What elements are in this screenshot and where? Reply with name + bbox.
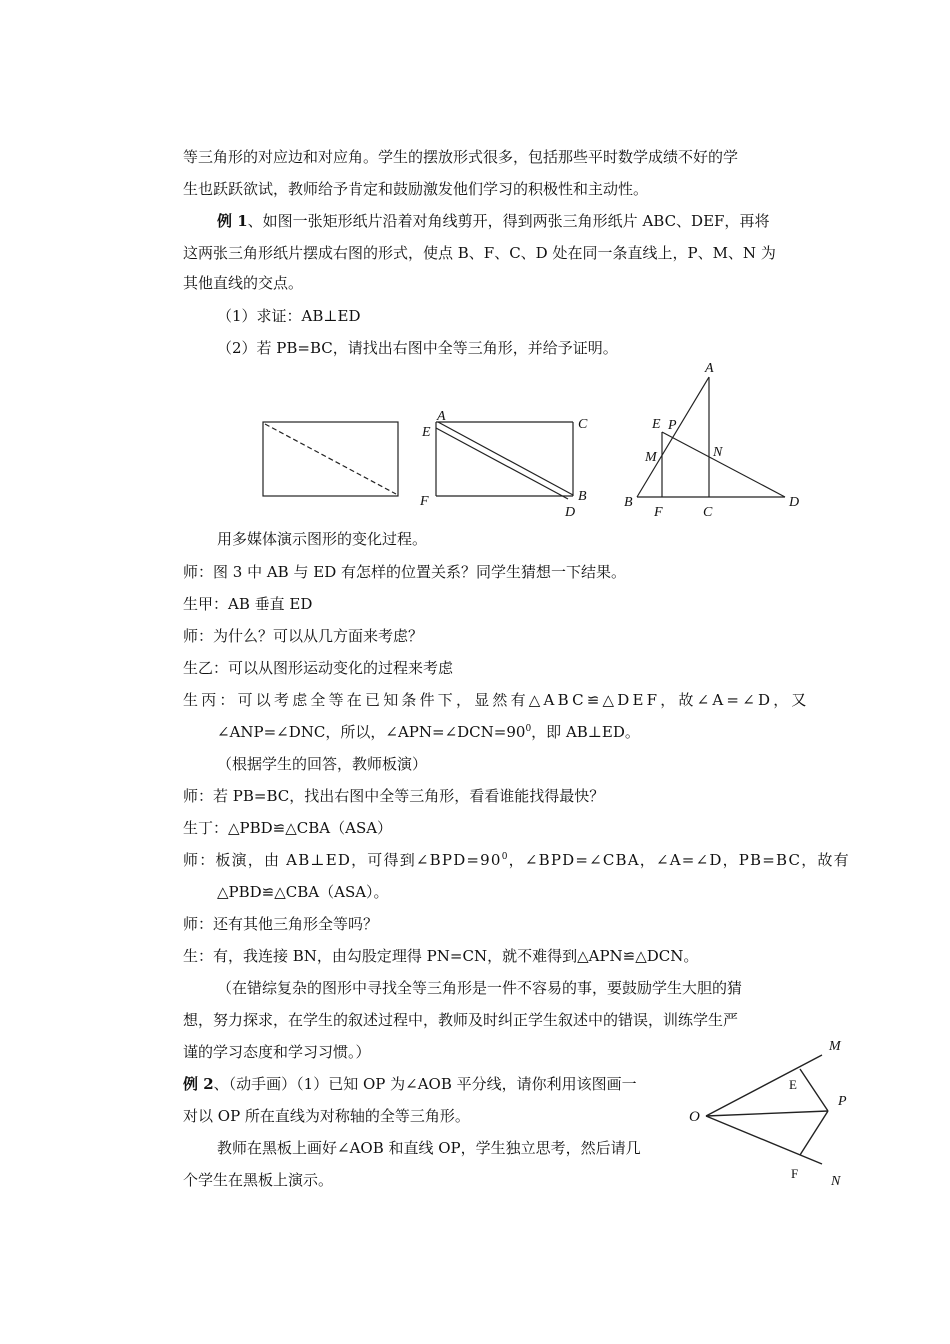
example-2-label: 例 2 [183, 1075, 214, 1093]
label-M: M [829, 1039, 841, 1054]
degree-sup: 0 [525, 724, 532, 734]
dialogue-text: ，∠BPD=∠CBA，∠A=∠D，PB=BC，故有 [508, 851, 850, 869]
angle-figure [706, 1055, 828, 1164]
label-M: M [645, 450, 657, 465]
label-P: P [668, 418, 677, 433]
question-2: （2）若 PB=BC，请找出右图中全等三角形，并给予证明。 [217, 339, 618, 357]
dialogue-line: 生乙：可以从图形运动变化的过程来考虑 [183, 659, 454, 677]
label-F: F [420, 494, 429, 509]
note-line: 谨的学习态度和学习习惯。） [183, 1043, 371, 1061]
label-E2: E [652, 417, 661, 432]
note-line: 想，努力探求，在学生的叙述过程中，教师及时纠正学生叙述中的错误，训练学生严 [183, 1011, 739, 1029]
dialogue-line: △PBD≌△CBA（ASA）。 [217, 883, 389, 901]
label-N: N [713, 445, 723, 460]
label-O: O [689, 1109, 700, 1125]
example-2-text: 、（动手画）（1）已知 OP 为∠AOB 平分线，请你利用该图画一 [213, 1075, 637, 1093]
dialogue-line: 师：还有其他三角形全等吗？ [183, 915, 379, 933]
dialogue-text: ，即 AB⊥ED。 [531, 723, 640, 741]
label-D2: D [789, 495, 800, 510]
label-D: D [565, 505, 576, 520]
note-line: （根据学生的回答，教师板演） [217, 755, 428, 773]
dialogue-line: 生甲：AB 垂直 ED [183, 595, 313, 613]
label-E: E [422, 425, 431, 440]
label-P: P [838, 1094, 847, 1109]
label-C2: C [703, 505, 713, 520]
para-line: 生也跃跃欲试，教师给予肯定和鼓励激发他们学习的积极性和主动性。 [183, 180, 649, 198]
dialogue-line: 师：为什么？可以从几方面来考虑？ [183, 627, 424, 645]
label-E: E [789, 1077, 797, 1092]
question-1: （1）求证：AB⊥ED [217, 307, 361, 325]
dialogue-line: 生：有，我连接 BN，由勾股定理得 PN=CN，就不难得到△APN≌△DCN。 [183, 947, 699, 965]
label-B2: B [624, 495, 633, 510]
para-line: 这两张三角形纸片摆成右图的形式，使点 B、F、C、D 处在同一条直线上，P、M、N 为 [183, 244, 776, 262]
degree-sup: 0 [501, 852, 509, 862]
label-N: N [831, 1174, 841, 1189]
demo-line: 用多媒体演示图形的变化过程。 [217, 530, 428, 548]
note-line: （在错综复杂的图形中寻找全等三角形是一件不容易的事，要鼓励学生大胆的猜 [217, 979, 743, 997]
example-1-label: 例 1 [217, 212, 248, 230]
para-line: 等三角形的对应边和对应角。学生的摆放形式很多，包括那些平时数学成绩不好的学 [183, 148, 739, 166]
example-1-text: 、如图一张矩形纸片沿着对角线剪开，得到两张三角形纸片 ABC、DEF，再将 [247, 212, 770, 230]
dialogue-text: 师：板演，由 AB⊥ED，可得到∠BPD=90 [183, 851, 502, 869]
para-line: 其他直线的交点。 [183, 274, 304, 292]
label-B: B [578, 489, 587, 504]
dialogue-line: 师：图 3 中 AB 与 ED 有怎样的位置关系？同学生猜想一下结果。 [183, 563, 626, 581]
label-A2: A [705, 361, 714, 376]
dialogue-line: 生丁：△PBD≌△CBA（ASA） [183, 819, 393, 837]
para-line: 个学生在黑板上演示。 [183, 1171, 334, 1189]
label-F2: F [654, 505, 663, 520]
dialogue-text: 生丙：可以考虑全等在已知条件下，显然有△ABC≌△DEF，故∠A=∠D，又 [183, 691, 810, 709]
para-line: 对以 OP 所在直线为对称轴的全等三角形。 [183, 1107, 470, 1125]
label-C: C [578, 417, 588, 432]
label-A: A [437, 409, 446, 424]
label-F: F [791, 1166, 799, 1181]
para-line: 教师在黑板上画好∠AOB 和直线 OP，学生独立思考，然后请几 [217, 1139, 641, 1157]
dialogue-text: ∠ANP=∠DNC，所以，∠APN=∠DCN=90 [217, 723, 526, 741]
dialogue-line: 师：若 PB=BC，找出右图中全等三角形，看看谁能找得最快？ [183, 787, 605, 805]
